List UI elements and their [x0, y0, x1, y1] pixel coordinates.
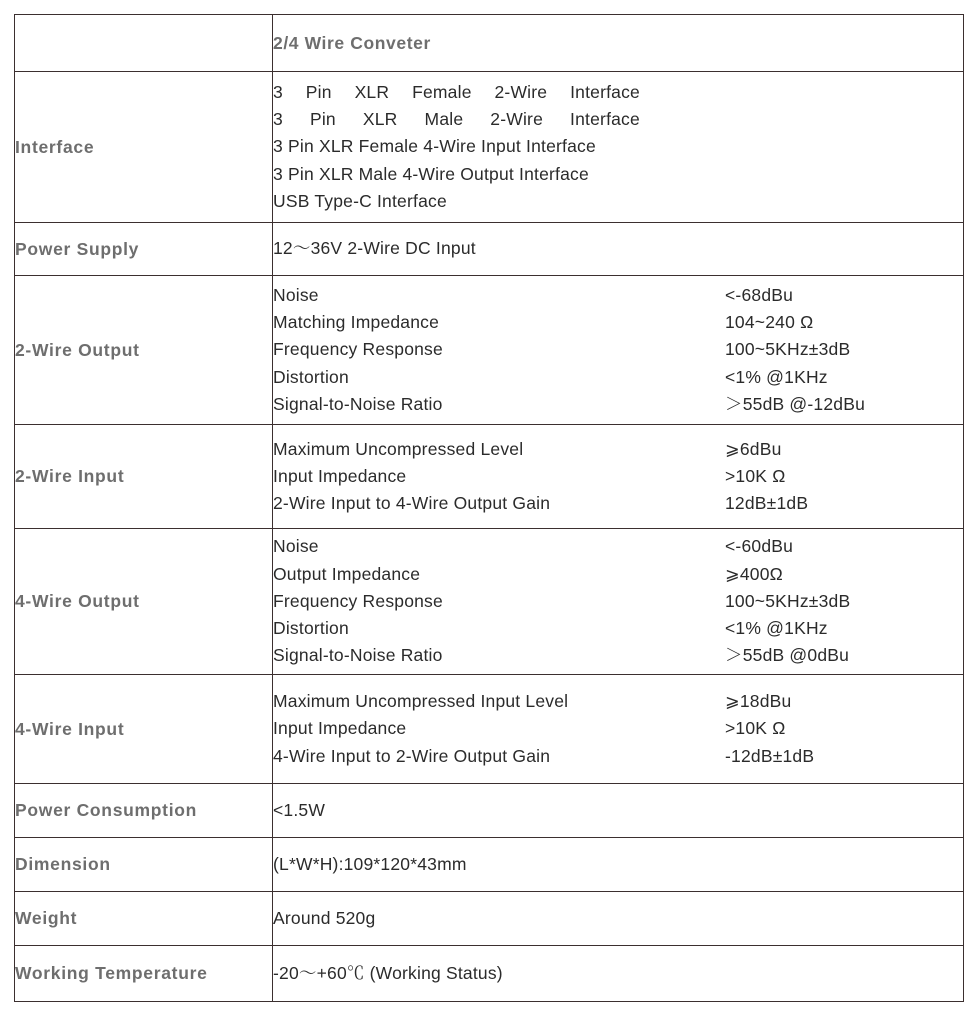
interface-word: Pin [309, 109, 336, 130]
interface-word: XLR [354, 81, 390, 102]
interface-word: 3 [273, 81, 283, 102]
table-row [15, 72, 964, 223]
spec-value: ⩾400Ω [725, 563, 783, 584]
spec-value: <1% @1KHz [725, 618, 828, 639]
spec-name: Input Impedance [273, 465, 407, 486]
spec-name: 4-Wire Input to 2-Wire Output Gain [273, 745, 551, 766]
row-label-cell-working-temperature [15, 946, 273, 1002]
spec-value: -12dB±1dB [725, 745, 815, 766]
product-title: 2/4 Wire Conveter [273, 32, 431, 53]
table-row [15, 276, 964, 425]
list-item: USB Type-C Interface [273, 190, 447, 211]
spec-value: <-60dBu [725, 536, 794, 557]
row-value-cell-interface [273, 72, 964, 223]
spec-name: Signal-to-Noise Ratio [273, 645, 443, 666]
interface-word: Interface [570, 109, 640, 130]
spec-name: Matching Impedance [273, 312, 440, 333]
row-value-cell-4-wire-input [273, 675, 964, 784]
spec-list [273, 533, 963, 669]
spec-name: 2-Wire Input to 4-Wire Output Gain [273, 493, 551, 514]
spec-value: <-68dBu [725, 284, 794, 305]
specification-table [14, 14, 964, 1002]
table-header-row [15, 15, 964, 72]
row-value-cell-2-wire-output [273, 276, 964, 425]
interface-word: 3 [273, 109, 283, 130]
spec-value: 104~240 Ω [725, 312, 814, 333]
list-item [273, 282, 963, 309]
row-label: Working Temperature [15, 963, 208, 983]
row-label-cell-power-supply [15, 223, 273, 276]
row-label: Weight [15, 908, 78, 928]
spec-list [273, 688, 963, 770]
spec-value: ＞55dB @0dBu [725, 645, 850, 666]
spec-name: Frequency Response [273, 339, 443, 360]
row-label: Interface [15, 136, 95, 157]
spec-value: ⩾18dBu [725, 691, 792, 712]
row-label: Power Supply [15, 238, 140, 259]
spec-name: Signal-to-Noise Ratio [273, 393, 443, 414]
interface-word: Pin [305, 81, 332, 102]
list-item [273, 533, 963, 560]
row-value-cell-power-supply [273, 223, 964, 276]
list-item [273, 106, 640, 133]
row-value-cell-power-consumption [273, 784, 964, 838]
list-item [273, 364, 963, 391]
spec-value: 12dB±1dB [725, 493, 809, 514]
row-label-cell-dimension [15, 838, 273, 892]
list-item: 3 Pin XLR Male 4-Wire Output Interface [273, 163, 589, 184]
table-row [15, 675, 964, 784]
interface-word: 2-Wire [494, 81, 548, 102]
spec-value: <1% @1KHz [725, 366, 828, 387]
row-label: 2-Wire Input [15, 466, 125, 486]
table-row [15, 892, 964, 946]
list-item [273, 490, 963, 517]
spec-value: ＞55dB @-12dBu [725, 393, 866, 414]
spec-name: Noise [273, 284, 319, 305]
list-item [273, 463, 963, 490]
header-label-cell [15, 15, 273, 72]
list-item [273, 688, 963, 715]
row-value-cell-weight [273, 892, 964, 946]
row-value-cell-dimension [273, 838, 964, 892]
interface-word: Interface [570, 81, 640, 102]
row-value: -20～+60℃ (Working Status) [273, 962, 503, 983]
list-item: 3 Pin XLR Female 4-Wire Input Interface [273, 136, 596, 157]
row-value: (L*W*H):109*120*43mm [273, 853, 467, 874]
interface-word: Male [424, 109, 464, 130]
row-label: Power Consumption [15, 800, 198, 820]
row-label: 4-Wire Input [15, 718, 125, 739]
row-value-cell-2-wire-input [273, 425, 964, 529]
row-label: 2-Wire Output [15, 339, 140, 360]
spec-value: >10K Ω [725, 718, 786, 739]
table-row [15, 223, 964, 276]
spec-name: Output Impedance [273, 563, 421, 584]
spec-name: Frequency Response [273, 590, 443, 611]
spec-list [273, 282, 963, 418]
specification-sheet [14, 14, 963, 1012]
list-item [273, 561, 963, 588]
spec-value: 100~5KHz±3dB [725, 590, 851, 611]
spec-name: Distortion [273, 618, 349, 639]
row-label-cell-2-wire-output [15, 276, 273, 425]
interface-list [273, 79, 963, 215]
list-item [273, 436, 963, 463]
row-label-cell-interface [15, 72, 273, 223]
row-value: 12～36V 2-Wire DC Input [273, 238, 476, 259]
interface-word: Female [412, 81, 472, 102]
header-title-cell [273, 15, 964, 72]
row-label-cell-weight [15, 892, 273, 946]
table-row [15, 529, 964, 675]
row-value-cell-working-temperature [273, 946, 964, 1002]
table-row [15, 425, 964, 529]
list-item [273, 79, 640, 106]
list-item [273, 336, 963, 363]
interface-word: XLR [362, 109, 398, 130]
spec-name: Maximum Uncompressed Input Level [273, 691, 569, 712]
spec-name: Input Impedance [273, 718, 407, 739]
spec-value: 100~5KHz±3dB [725, 339, 851, 360]
list-item [273, 715, 963, 742]
row-label: Dimension [15, 854, 111, 874]
row-value-cell-4-wire-output [273, 529, 964, 675]
table-row [15, 946, 964, 1002]
row-label-cell-4-wire-input [15, 675, 273, 784]
spec-name: Noise [273, 536, 319, 557]
spec-name: Maximum Uncompressed Level [273, 438, 524, 459]
row-label-cell-4-wire-output [15, 529, 273, 675]
row-label: 4-Wire Output [15, 591, 140, 611]
list-item [273, 588, 963, 615]
list-item [273, 615, 963, 642]
spec-name: Distortion [273, 366, 349, 387]
table-row [15, 838, 964, 892]
spec-value: >10K Ω [725, 465, 786, 486]
list-item [273, 391, 963, 418]
list-item [273, 642, 963, 669]
list-item [273, 743, 963, 770]
spec-value: ⩾6dBu [725, 438, 782, 459]
row-value: <1.5W [273, 799, 326, 820]
interface-word: 2-Wire [490, 109, 544, 130]
row-value: Around 520g [273, 907, 376, 928]
table-row [15, 784, 964, 838]
row-label-cell-2-wire-input [15, 425, 273, 529]
list-item [273, 309, 963, 336]
spec-list [273, 436, 963, 518]
row-label-cell-power-consumption [15, 784, 273, 838]
